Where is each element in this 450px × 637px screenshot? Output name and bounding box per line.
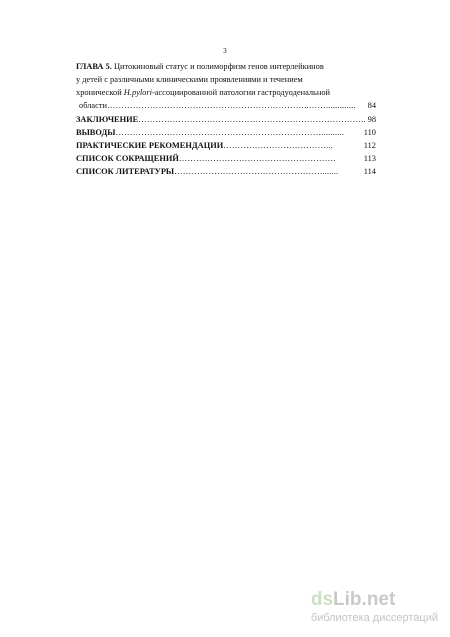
toc-chapter5-line2: у детей с различными клиническими проявлениями и течением (76, 75, 303, 84)
toc-page-number: 113 (363, 154, 376, 163)
toc-leader: …………………………………………………………………….. (138, 115, 366, 124)
dslib-watermark (311, 590, 438, 625)
toc-page-number: 84 (367, 101, 376, 110)
toc-leader: ………………………………………………. (178, 154, 336, 163)
toc-chapter5-line3 (76, 86, 376, 99)
chapter5-hpylori: H.pylori (123, 88, 152, 97)
chapter5-title-part3b: -ассоциированной патологии гастродуоденальной (151, 88, 331, 97)
watermark-tagline: библиотека диссертаций (310, 612, 438, 624)
toc-page-number: 110 (363, 128, 376, 137)
toc-page-number: 114 (363, 167, 376, 176)
chapter5-title-part3a: хронической (76, 88, 124, 97)
chapter5-label: ГЛАВА 5. (76, 62, 112, 71)
chapter5-title-part1: Цитокиновый статус и полиморфизм генов интерлейкинов (111, 62, 324, 71)
page-number: 3 (223, 47, 227, 55)
toc-page-number: 98 (367, 115, 376, 124)
toc-chapter5-line1 (76, 60, 376, 73)
toc-entry-title: ПРАКТИЧЕСКИЕ РЕКОМЕНДАЦИИ (76, 141, 224, 150)
watermark-logo (311, 590, 438, 610)
toc-entry-findings (76, 126, 376, 139)
toc-entry-title: ЗАКЛЮЧЕНИЕ (76, 115, 139, 124)
toc-leader: ……………………………………………………………….......... (115, 128, 345, 137)
watermark-brand-suffix: Lib.net (333, 589, 396, 610)
toc-page-number: 112 (363, 141, 376, 150)
toc-leader: ……………………………………………………………..……............. (107, 101, 356, 110)
toc-leader: ………………………………... (223, 141, 334, 150)
table-of-contents (76, 60, 376, 178)
toc-entry-title: СПИСОК ЛИТЕРАТУРЫ (76, 167, 175, 176)
toc-entry-recommendations (76, 139, 376, 152)
toc-entry-abbreviations (76, 152, 376, 165)
toc-entry-conclusion (76, 113, 376, 126)
toc-entry-title: СПИСОК СОКРАЩЕНИЙ (76, 154, 179, 163)
toc-chapter5-line4 (76, 99, 376, 112)
toc-leader: ……………………………………………........ (174, 167, 339, 176)
watermark-brand-prefix: ds (310, 589, 334, 610)
toc-entry-title: ВЫВОДЫ (76, 128, 116, 137)
toc-entry-references (76, 165, 376, 178)
chapter5-title-part4: области (79, 101, 107, 110)
